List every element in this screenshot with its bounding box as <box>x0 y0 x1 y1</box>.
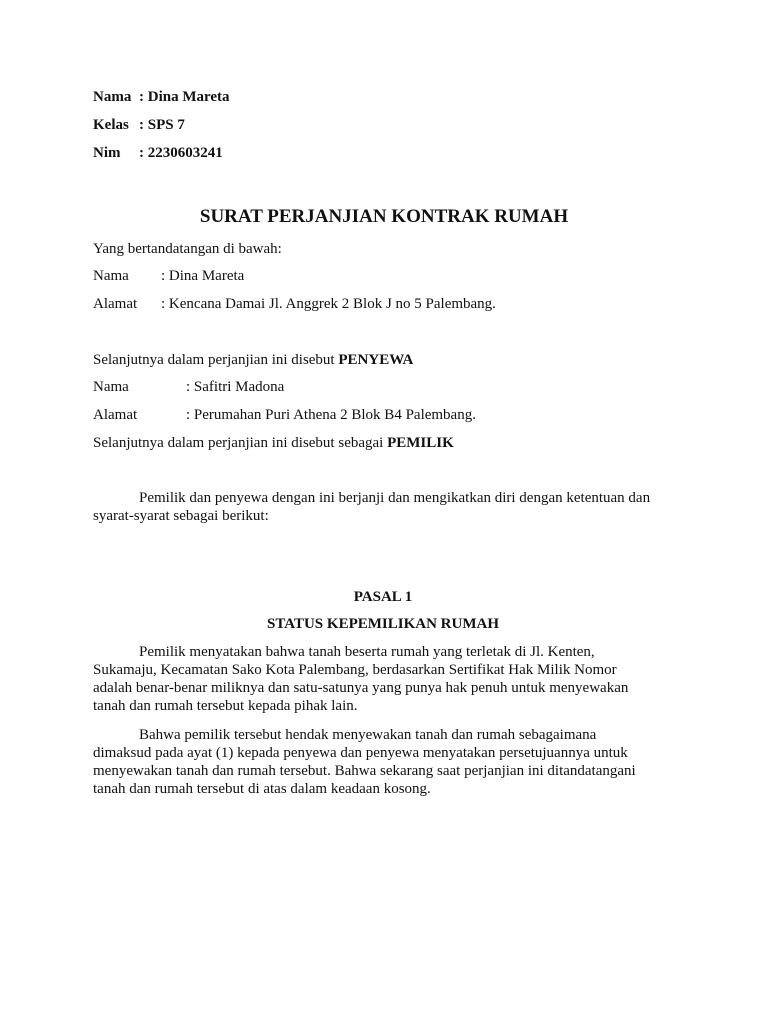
pasal1-p1-line-4: tanah dan rumah tersebut kepada pihak lain. <box>93 698 358 714</box>
party2-address-label: Alamat <box>93 407 138 423</box>
student-name-label: Nama <box>93 89 132 105</box>
agreement-intro-line-1: Pemilik dan penyewa dengan ini berjanji dan mengikatkan diri dengan ketentuan dan <box>139 490 651 506</box>
student-class-line <box>93 116 185 134</box>
student-class-value: : SPS 7 <box>139 117 185 133</box>
party1-role-line <box>93 351 413 369</box>
party1-name-value: : Dina Mareta <box>161 268 245 284</box>
pasal1-p1-line-3: adalah benar-benar miliknya dan satu-satunya yang punya hak penuh untuk menyewakan <box>93 680 629 696</box>
pasal1-p2-line-3: menyewakan tanah dan rumah tersebut. Bahwa sekarang saat perjanjian ini ditandatangani <box>93 763 636 779</box>
pasal1-p1-line-1: Pemilik menyatakan bahwa tanah beserta rumah yang terletak di Jl. Kenten, <box>139 644 595 660</box>
party2-role-line <box>93 434 454 452</box>
student-nim-label: Nim <box>93 145 121 161</box>
party1-role: PENYEWA <box>338 352 414 368</box>
pasal1-p1-line-2: Sukamaju, Kecamatan Sako Kota Palembang, berdasarkan Sertifikat Hak Milik Nomor <box>93 662 617 678</box>
student-name-line <box>93 88 230 106</box>
party2-role-text: Selanjutnya dalam perjanjian ini disebut sebagai <box>93 435 388 451</box>
party2-name-value: : Safitri Madona <box>186 379 285 395</box>
pasal1-p2-line-1: Bahwa pemilik tersebut hendak menyewakan tanah dan rumah sebagaimana <box>139 727 597 743</box>
party2-address-line <box>93 406 476 424</box>
party1-role-text: Selanjutnya dalam perjanjian ini disebut <box>93 352 339 368</box>
party2-role: PEMILIK <box>387 435 454 451</box>
party2-address-value: : Perumahan Puri Athena 2 Blok B4 Palembang. <box>186 407 476 423</box>
party1-name-label: Nama <box>93 268 129 284</box>
student-nim-value: : 2230603241 <box>139 145 223 161</box>
student-class-label: Kelas <box>93 117 129 133</box>
party1-address-value: : Kencana Damai Jl. Anggrek 2 Blok J no 5 Palembang. <box>161 296 496 312</box>
party1-name-line <box>93 267 244 285</box>
pasal1-p2-line-2: dimaksud pada ayat (1) kepada penyewa dan penyewa menyatakan persetujuannya untuk <box>93 745 628 761</box>
agreement-intro-line-2: syarat-syarat sebagai berikut: <box>93 508 269 524</box>
party2-name-line <box>93 378 284 396</box>
student-nim-line <box>93 144 223 162</box>
document-title: SURAT PERJANJIAN KONTRAK RUMAH <box>199 206 569 227</box>
party2-name-label: Nama <box>93 379 129 395</box>
party1-address-line <box>93 295 496 313</box>
student-name-value: : Dina Mareta <box>139 89 230 105</box>
party1-address-label: Alamat <box>93 296 138 312</box>
pasal1-subheading: STATUS KEPEMILIKAN RUMAH <box>267 616 499 632</box>
pasal1-p2-line-4: tanah dan rumah tersebut di atas dalam keadaan kosong. <box>93 781 431 797</box>
pasal1-heading: PASAL 1 <box>353 589 413 605</box>
intro-text: Yang bertandatangan di bawah: <box>93 241 282 257</box>
